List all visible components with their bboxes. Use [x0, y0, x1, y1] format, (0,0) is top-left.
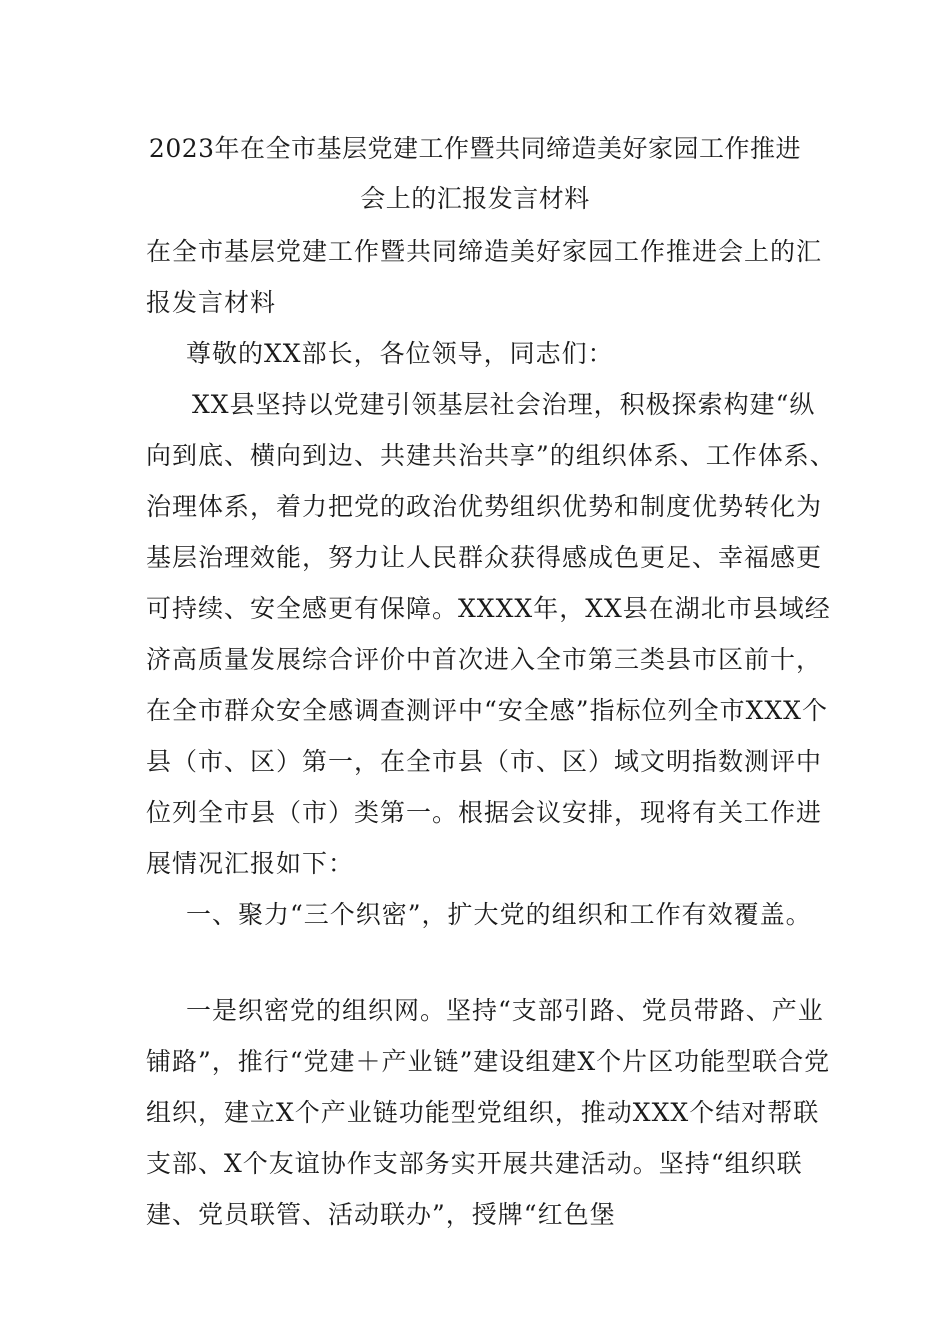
- document-title-line-2: 会上的汇报发言材料: [360, 184, 590, 213]
- intro-paragraph: XX县坚持以党建引领基层社会治理，积极探索构建“纵向到底、横向到边、共建共治共享”的组织体系、工作体系、治理体系，着力把党的政治优势组织优势和制度优势转化为基层治理效能，努力让人民群众获得感成色更足、幸福感更可持续、安全感更有保障。XXXX年，XX县在湖北市县域经济高质量发展综合评价中首次进入全市第三类县市区前十，在全市群众安全感调查测评中“安全感”指标位列全市XXX个县（市、区）第一，在全市县（市、区）域文明指数测评中位列全市县（市）类第一。根据会议安排，现将有关工作进展情况汇报如下：: [146, 390, 836, 878]
- section-1-heading: 一、聚力“三个织密”，扩大党的组织和工作有效覆盖。: [186, 900, 812, 929]
- document-body: [146, 226, 836, 1240]
- document-subtitle: 在全市基层党建工作暨共同缔造美好家园工作推进会上的汇报发言材料: [146, 237, 823, 317]
- section-1-paragraph-1: 一是织密党的组织网。坚持“支部引路、党员带路、产业铺路”，推行“党建＋产业链”建设组建X个片区功能型联合党组织，建立X个产业链功能型党组织，推动XXX个结对帮联支部、X个友谊协作支部务实开展共建活动。坚持“组织联建、党员联管、活动联办”，授牌“红色堡: [146, 996, 831, 1229]
- document-title-line-1: 2023年在全市基层党建工作暨共同缔造美好家园工作推进: [148, 134, 802, 163]
- greeting-paragraph: 尊敬的XX部长，各位领导，同志们：: [186, 339, 614, 368]
